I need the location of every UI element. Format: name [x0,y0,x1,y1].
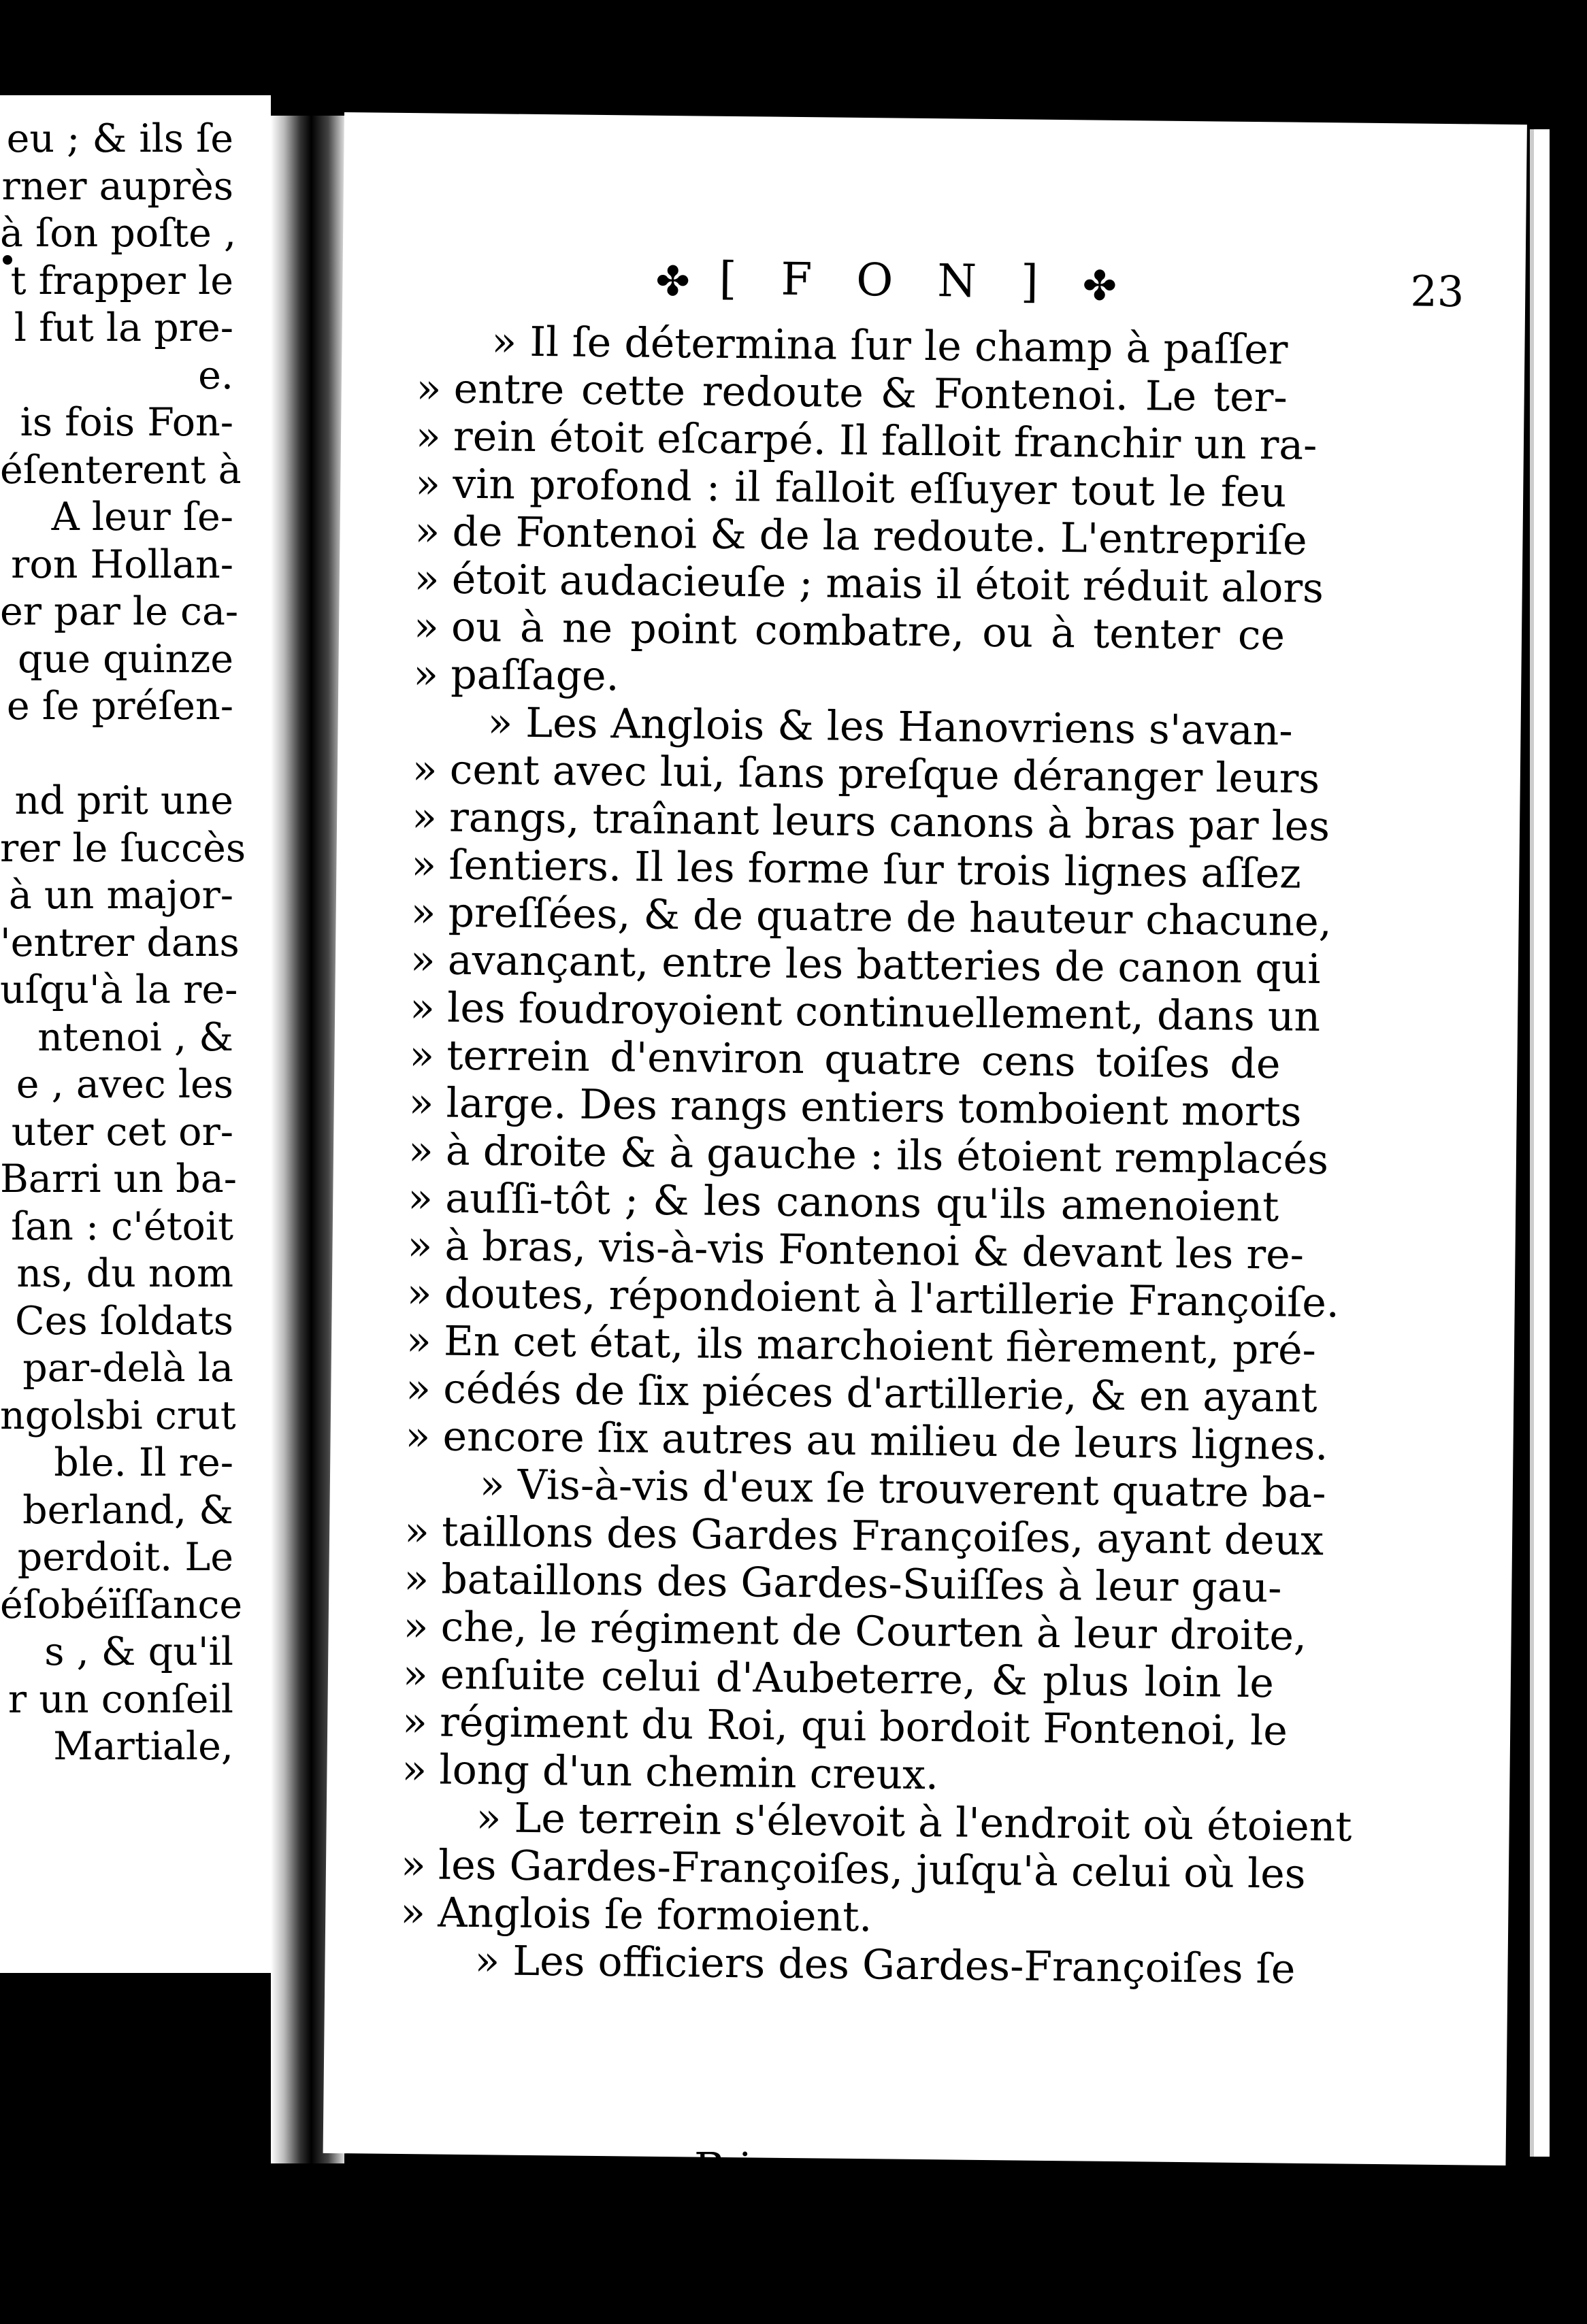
previous-page-line: r un conſeil [7,1676,233,1722]
line-text: ſentiers. Il les forme ſur trois lignes aſſez [448,841,1302,898]
guillemet-mark: » [408,1079,434,1127]
previous-page-line: Ces ſoldats [15,1298,233,1344]
text-line [410,936,1321,994]
line-text: cent avec lui, ſans preſque déranger leurs [449,746,1320,803]
text-line [415,412,1318,469]
line-text: doutes, répondoient à l'artillerie Françoiſe. [444,1269,1340,1327]
line-text: » Les Anglois & les Hanovriens s'avan- [487,699,1293,755]
running-head-text: [ F O N ] [719,252,1054,308]
previous-page-line: Martiale, [53,1724,233,1769]
text-line [413,650,1285,707]
previous-page-line: Barri un ba- [0,1157,237,1201]
line-text: les foudroyoient continuellement, dans un [446,984,1321,1042]
previous-page-line: perdoit. Le [17,1535,233,1580]
signature-mark: B iv [694,2143,776,2193]
line-text: étoit audacieuſe ; mais il étoit réduit alors [451,555,1324,613]
text-line [414,555,1324,613]
previous-page-fragment [0,95,271,1973]
guillemet-mark: » [414,460,441,508]
text-line [416,365,1288,421]
text-line [404,1555,1282,1612]
previous-page-line: uſqu'à la re- [0,967,238,1012]
guillemet-mark: » [404,1508,430,1556]
guillemet-mark: » [403,1603,429,1651]
guillemet-mark: » [399,1889,426,1937]
text-line [405,1365,1318,1423]
text-line [411,841,1302,898]
guillemet-mark: » [409,984,436,1032]
scan-border [1550,0,1587,2324]
line-text: encore ſix autres au milieu de leurs lignes. [442,1412,1328,1470]
previous-page-line: ns, du nom [16,1251,233,1296]
line-text: bataillons des Gardes-Suiſſes à leur gau- [441,1555,1282,1612]
line-text: vin profond : il falloit eſſuyer tout le feu [452,460,1287,517]
line-text: che, le régiment de Courten à leur droite, [440,1603,1307,1660]
previous-page-line: ſan : c'étoit [11,1204,233,1249]
previous-page-line: à ſon poſte , [0,211,237,256]
previous-page-line: is fois Fon- [20,400,233,445]
book-page [323,112,1527,2165]
line-text: terrein d'environ quatre cens toiſes de [446,1031,1281,1089]
ornament-right-icon: ✤ [1082,262,1117,310]
guillemet-mark: » [411,841,437,889]
line-text: auſſi-tôt ; & les canons qu'ils amenoient [444,1174,1279,1231]
text-line [409,984,1321,1042]
guillemet-mark: » [416,365,442,413]
guillemet-mark: » [409,1031,435,1080]
guillemet-mark: » [405,1365,431,1413]
line-text: rangs, traînant leurs canons à bras par les [448,793,1330,851]
line-text: » Le terrein s'élevoit à l'endroit où étoient [476,1794,1352,1851]
line-text: rein étoit eſcarpé. Il falloit franchir un ra- [453,412,1318,469]
previous-page-line: éſenterent à [0,447,242,493]
text-line [412,698,1293,755]
previous-page-line: t frapper le [10,258,233,303]
line-text: En cet état, ils marchoient fièrement, pré- [443,1317,1317,1375]
guillemet-mark: » [400,1841,427,1889]
text-line [400,1889,1272,1945]
previous-page-line: nd prit une [14,778,233,823]
previous-page-line: e. [198,352,233,398]
text-line [414,508,1308,565]
text-line [410,889,1332,946]
line-text: taillons des Gardes Françoiſes, ayant deux [441,1508,1324,1565]
guillemet-mark: » [408,1127,434,1175]
previous-page-line: uter cet or- [11,1109,233,1155]
text-line [401,1793,1352,1851]
line-text: de Fontenoi & de la redoute. L'entrepriſe [452,508,1308,565]
guillemet-mark: » [402,1698,428,1746]
text-line [403,1650,1275,1707]
text-line [399,1936,1296,1993]
previous-page-line: à un major- [8,873,233,918]
line-text: ou à ne point combatre, ou à tenter ce [451,603,1286,660]
text-line [408,1079,1302,1136]
line-text: » Les officiers des Gardes-Françoiſes ſe [474,1937,1296,1993]
guillemet-mark: » [413,603,440,651]
previous-page-line: par-delà la [22,1346,233,1391]
previous-page-line: rer le ſuccès [0,825,246,871]
running-head [655,252,1269,319]
line-text: paſſage. [450,650,620,701]
previous-page-line: er par le ca- [0,589,239,634]
guillemet-mark: » [402,1746,427,1794]
text-line [407,1222,1305,1279]
text-line [408,1174,1279,1231]
guillemet-mark: » [412,746,438,794]
page-number: 23 [1410,266,1465,317]
text-line [409,1031,1281,1088]
text-line [405,1412,1328,1470]
guillemet-mark: » [414,555,440,603]
previous-page-line: rner auprès [1,163,233,209]
guillemet-mark: » [407,1222,433,1270]
guillemet-mark: » [414,508,440,556]
text-line [400,1841,1306,1898]
text-line [403,1603,1307,1660]
text-line [402,1698,1288,1755]
guillemet-mark: » [407,1174,433,1223]
previous-page-line: A leur ſe- [51,495,233,540]
previous-page-line: ble. Il re- [54,1440,233,1485]
line-text: long d'un chemin creux. [439,1746,939,1799]
guillemet-mark: » [410,936,436,984]
guillemet-mark: » [411,793,438,842]
previous-page-line: l fut la pre- [14,305,233,350]
previous-page-line: s , & qu'il [44,1629,233,1674]
previous-page-line: éſobéïſſance [0,1582,243,1627]
previous-page-line: e ſe préſen- [6,684,233,729]
guillemet-mark: » [404,1555,429,1604]
guillemet-mark: » [406,1269,432,1318]
line-text: à bras, vis-à-vis Fontenoi & devant les re- [444,1222,1305,1279]
previous-page-line: ntenoi , & [37,1014,233,1060]
line-text: cédés de ſix piéces d'artillerie, & en ayant [442,1365,1318,1423]
line-text: les Gardes-Françoiſes, juſqu'à celui où les [438,1841,1306,1898]
text-line [416,317,1288,374]
page-body [399,317,1352,1993]
previous-page-line: 'entrer dans [0,920,240,965]
line-text: régiment du Roi, qui bordoit Fontenoi, le [439,1698,1288,1755]
guillemet-mark: » [410,889,436,937]
text-line [411,793,1330,851]
text-line [406,1317,1317,1375]
line-text: à droite & à gauche : ils étoient remplacés [445,1127,1329,1184]
ornament-left-icon: ✤ [655,257,691,306]
text-line [414,603,1286,659]
line-text: preſſées, & de quatre de hauteur chacune, [448,889,1332,946]
line-text: entre cette redoute & Fontenoi. Le ter- [453,365,1288,422]
guillemet-mark: » [415,412,442,461]
line-text: » Vis-à-vis d'eux ſe trouverent quatre ba- [479,1461,1326,1518]
text-line [408,1127,1329,1184]
previous-page-line: que quinze [18,636,233,682]
text-line [405,1460,1326,1518]
line-text: enſuite celui d'Aubeterre, & plus loin le [440,1650,1275,1708]
text-line [415,460,1287,516]
line-text: Anglois ſe formoient. [437,1889,872,1942]
previous-page-line: e , avec les [16,1062,233,1107]
text-line [406,1269,1340,1327]
previous-page-line: berland, & [22,1487,233,1533]
line-text: large. Des rangs entiers tomboient morts [446,1079,1302,1136]
guillemet-mark: » [402,1650,429,1699]
guillemet-mark: » [412,650,439,699]
text-line [412,746,1320,803]
previous-page-line: ngolsbi crut [0,1393,236,1438]
guillemet-mark: » [406,1317,432,1365]
previous-page-line: ron Hollan- [11,542,233,587]
text-line [404,1508,1324,1565]
line-text: » Il ſe détermina ſur le champ à paſſer [491,318,1288,374]
text-line [402,1746,1273,1802]
previous-page-line: eu ; & ils ſe [6,116,233,161]
line-text: avançant, entre les batteries de canon qui [447,936,1321,994]
guillemet-mark: » [405,1412,431,1461]
